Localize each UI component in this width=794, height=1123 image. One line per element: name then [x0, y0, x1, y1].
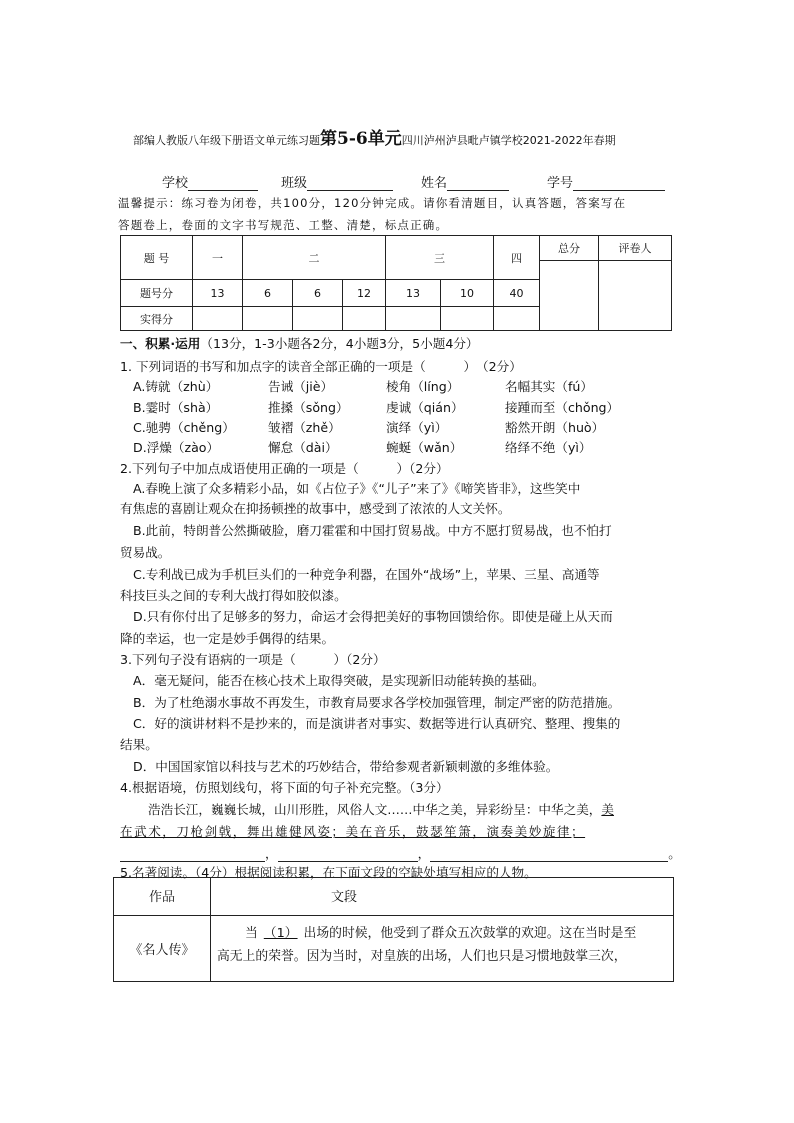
question-2-stem: 2.下列句子中加点成语使用正确的一项是（ ）（2分）	[120, 461, 449, 476]
option-a-4: 名幅其实（fú）	[505, 379, 593, 394]
q2-line: A.春晚上演了众多精彩小品，如《占位子》《“儿子”来了》《啼笑皆非》，这些笑中	[133, 481, 581, 496]
section-one-title: 一、积累·运用	[120, 336, 201, 351]
q4-answer-line[interactable]	[120, 843, 681, 862]
q2-line: 有焦虑的喜剧让观众在抑扬顿挫的故事中，感受到了浓浓的人文关怀。	[120, 501, 511, 516]
school-blank[interactable]	[188, 176, 258, 191]
option-a-2: 告诫（jiè）	[268, 379, 334, 394]
question-5-stem: 5.名著阅读。（4分）根据阅读积累，在下面文段的空缺处填写相应的人物。	[120, 865, 537, 880]
points-value: 6	[243, 280, 293, 307]
tip-line-2: 答题卷上，卷面的文字书写规范、工整、清楚，标点正确。	[118, 218, 449, 232]
option-d-3: 蜿蜒（wǎn）	[386, 440, 463, 455]
q2-line: C.专利战已成为手机巨头们的一种竞争利器，在国外“战场”上，苹果、三星、高通等	[133, 567, 600, 582]
grader-cell	[599, 236, 672, 331]
q3-line: B．为了杜绝溺水事故不再发生，市教育局要求各学校加强管理，制定严密的防范措施。	[133, 695, 621, 710]
class-field[interactable]	[281, 172, 393, 191]
passage	[211, 916, 674, 982]
score-table	[120, 235, 672, 331]
comma: ，	[417, 846, 431, 861]
option-d-2: 懈怠（dài）	[268, 440, 338, 455]
passage-post: 出场的时候，他受到了群众五次鼓掌的欢迎。这在当时是至	[303, 926, 637, 941]
q3-line: 结果。	[120, 737, 158, 752]
section-four-header: 四	[494, 236, 540, 280]
option-d-1: D.浮燥（zào）	[133, 440, 220, 455]
q3-line: D．中国国家馆以科技与艺术的巧妙结合，带给参观者新颖刺激的多维体验。	[133, 759, 559, 774]
class-blank[interactable]	[307, 176, 393, 191]
q2-line: 科技巨头之间的专利大战打得如胶似漆。	[120, 588, 347, 603]
option-c-2: 皱褶（zhě）	[268, 420, 341, 435]
reading-table	[113, 877, 674, 982]
option-a-1: A.铸就（zhù）	[133, 379, 219, 394]
id-blank[interactable]	[573, 176, 665, 191]
q2-line: D.只有你付出了足够多的努力，命运才会得把美好的事物回馈给你。即使是碰上从天而	[133, 609, 613, 624]
option-b-2: 推搡（sǒng）	[268, 400, 349, 415]
name-blank[interactable]	[447, 176, 509, 191]
earned-cell[interactable]	[441, 307, 494, 331]
name-label: 姓名	[421, 176, 448, 191]
earned-cell[interactable]	[386, 307, 441, 331]
col-text-header: 文段	[211, 878, 674, 916]
option-a-3: 棱角（líng）	[386, 379, 460, 394]
option-b-3: 虔诚（qián）	[386, 400, 464, 415]
answer-blank-1[interactable]: （1）	[263, 926, 298, 941]
document-title	[133, 124, 616, 149]
question-4-stem: 4.根据语境，仿照划线句，将下面的句子补充完整。（3分）	[120, 780, 449, 795]
name-field[interactable]	[421, 172, 509, 191]
passage-line-2: 高无上的荣誉。因为当时，对皇族的出场，人们也只是习惯地鼓掌三次，	[217, 949, 627, 964]
points-value: 13	[193, 280, 243, 307]
answer-blank-2[interactable]	[278, 849, 418, 862]
option-b-4: 接踵而至（chǒng）	[505, 400, 620, 415]
section-three-header: 三	[386, 236, 494, 280]
section-one-scoring: （13分，1-3小题各2分，4小题3分，5小题4分）	[200, 336, 479, 351]
q2-line: 降的幸运，也一定是妙手偶得的结果。	[120, 631, 335, 646]
student-id-field[interactable]	[547, 172, 665, 191]
section-two-header: 二	[243, 236, 386, 280]
work-title: 《名人传》	[114, 916, 211, 982]
earned-cell[interactable]	[293, 307, 343, 331]
comma: ，	[265, 846, 278, 861]
school-field[interactable]	[162, 172, 258, 191]
earned-cell[interactable]	[494, 307, 540, 331]
id-label: 学号	[547, 176, 574, 191]
option-c-3: 演绎（yì）	[386, 420, 448, 435]
q3-line: A．毫无疑问，能否在核心技术上取得突破，是实现新旧动能转换的基础。	[133, 673, 545, 688]
question-3-stem: 3.下列句子没有语病的一项是（ ）（2分）	[120, 652, 386, 667]
option-b-1: B.霎时（shà）	[133, 400, 219, 415]
grader-label: 评卷人	[618, 242, 652, 255]
total-score-cell	[540, 236, 599, 331]
passage-pre: 当	[245, 926, 258, 941]
answer-blank-1[interactable]	[120, 849, 265, 862]
points-value: 10	[441, 280, 494, 307]
header-label: 题 号	[121, 236, 193, 280]
title-unit: 第5-6单元	[320, 129, 402, 149]
earned-label: 实得分	[121, 307, 193, 331]
section-one-heading	[120, 333, 479, 352]
points-value: 13	[386, 280, 441, 307]
points-value: 40	[494, 280, 540, 307]
school-label: 学校	[162, 176, 189, 191]
option-d-4: 络绎不绝（yì）	[505, 440, 592, 455]
earned-cell[interactable]	[243, 307, 293, 331]
points-label: 题号分	[121, 280, 193, 307]
q4-model-sentence: 在武术，刀枪剑戟，舞出雄健风姿；美在音乐，鼓瑟笙箫，演奏美妙旋律；	[120, 824, 586, 839]
class-label: 班级	[281, 176, 308, 191]
q2-line: B.此前，特朗普公然撕破脸，磨刀霍霍和中国打贸易战。中方不愿打贸易战，也不怕打	[133, 523, 612, 538]
section-one-header: 一	[193, 236, 243, 280]
earned-cell[interactable]	[193, 307, 243, 331]
q4-context-line	[148, 799, 614, 818]
q2-line: 贸易战。	[120, 545, 171, 560]
answer-blank-3[interactable]	[430, 849, 668, 862]
period: 。	[668, 846, 681, 861]
points-value: 6	[293, 280, 343, 307]
title-suffix: 四川泸州泸县毗卢镇学校2021-2022年春期	[401, 134, 616, 147]
question-1-stem: 1. 下列词语的书写和加点字的读音全部正确的一项是（ ） （2分）	[120, 359, 522, 374]
earned-cell[interactable]	[343, 307, 386, 331]
option-c-1: C.驰骋（chěng）	[133, 420, 235, 435]
option-c-4: 豁然开朗（huò）	[505, 420, 605, 435]
col-work-header: 作品	[114, 878, 211, 916]
passage-line-1	[217, 922, 669, 945]
total-score-label: 总分	[558, 242, 580, 255]
q3-line: C．好的演讲材料不是抄来的，而是演讲者对事实、数据等进行认真研究、整理、搜集的	[133, 716, 621, 731]
points-value: 12	[343, 280, 386, 307]
title-prefix: 部编人教版八年级下册语文单元练习题	[133, 134, 320, 147]
q4-context: 浩浩长江，巍巍长城，山川形胜，风俗人文……中华之美，异彩纷呈：中华之美，	[148, 802, 602, 817]
tip-line-1: 温馨提示：练习卷为闭卷，共100分，120分钟完成。请你看清题目，认真答题，答案写在	[118, 196, 627, 210]
q4-model-start: 美	[601, 802, 614, 817]
